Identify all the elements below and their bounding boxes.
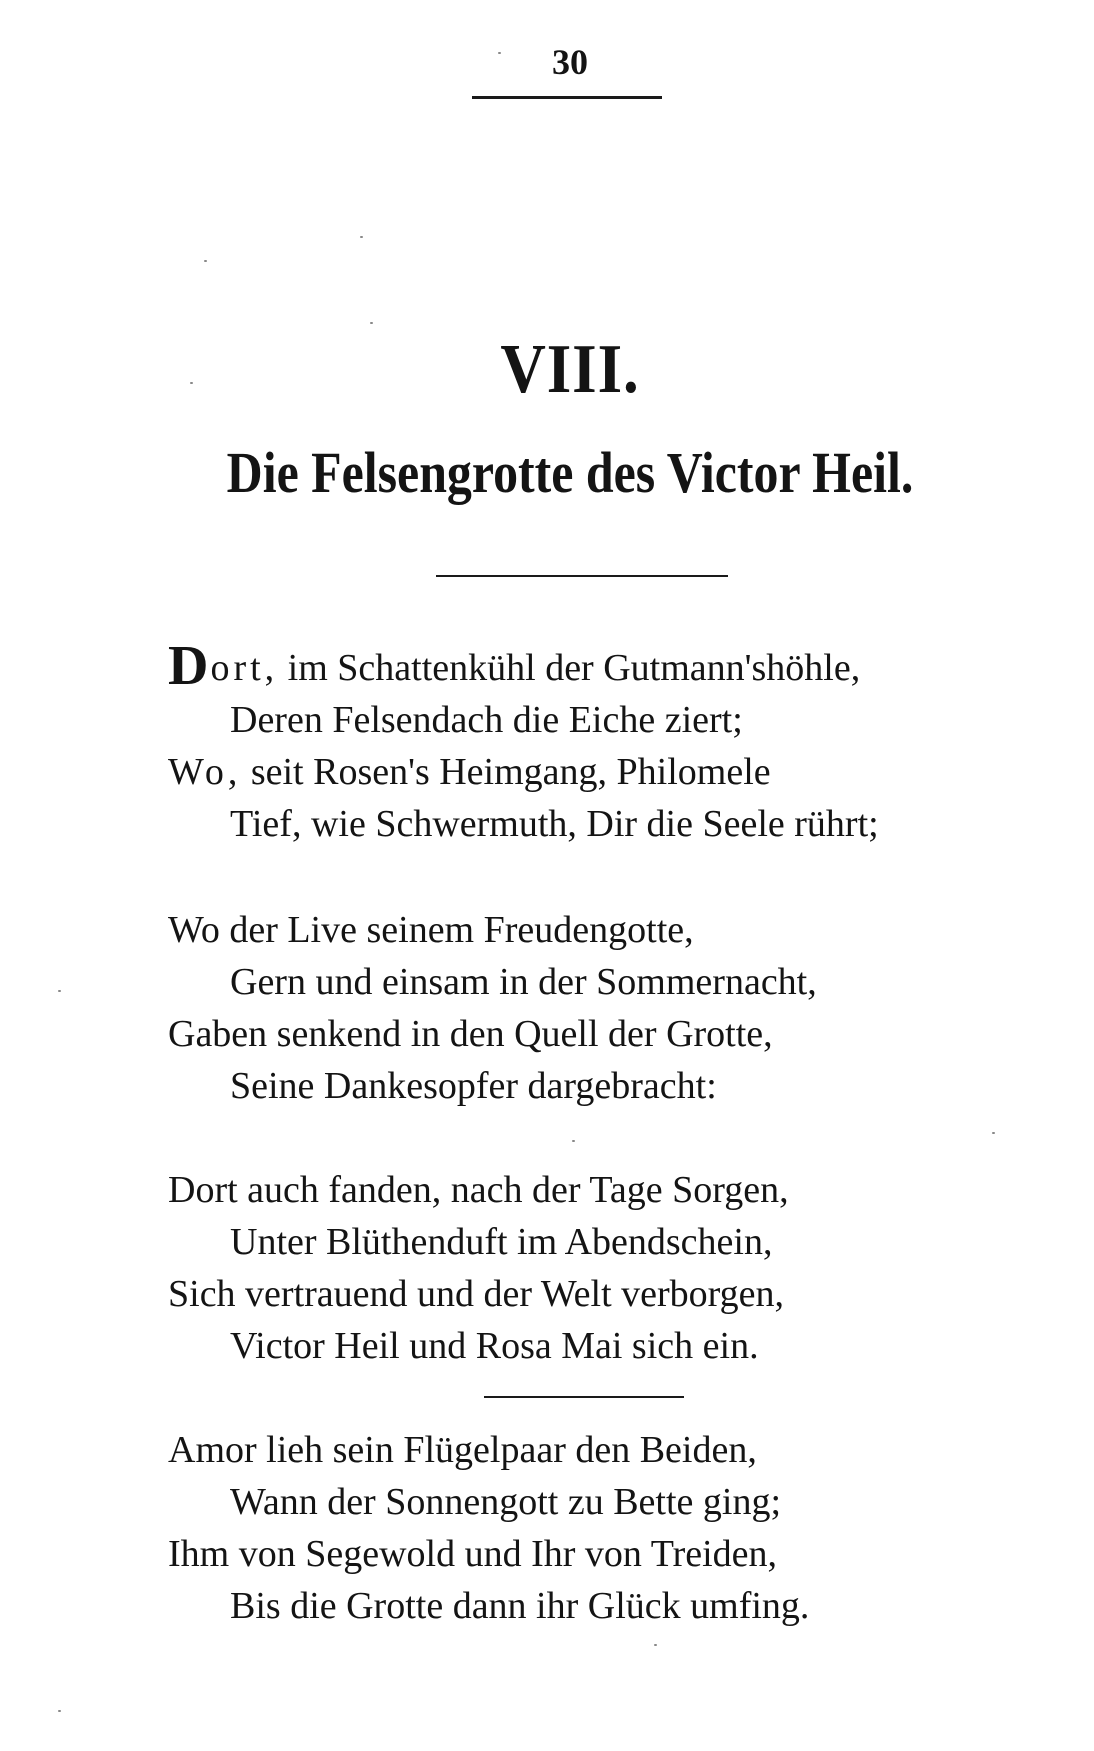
verse-line: Dort auch fanden, nach der Tage Sorgen, — [168, 1169, 789, 1211]
scan-speck — [992, 1132, 995, 1134]
stanza-4 — [168, 1424, 1028, 1632]
stanza-divider — [484, 1396, 684, 1398]
scan-speck — [204, 260, 207, 262]
scan-speck — [58, 1710, 61, 1712]
chapter-title: Die Felsengrotte des Victor Heil. — [226, 440, 914, 505]
verse-line: Wo der Live seinem Freudengotte, — [168, 909, 694, 951]
verse-spaced-word: ort, — [210, 647, 279, 689]
verse-line: Gern und einsam in der Sommernacht, — [230, 961, 817, 1003]
stanza-3 — [168, 1164, 1028, 1372]
verse-line: Gaben senkend in den Quell der Grotte, — [168, 1013, 773, 1055]
scan-speck — [360, 236, 363, 238]
page-number-rule — [472, 96, 662, 99]
verse-spaced-word: Wo, — [168, 751, 242, 793]
drop-cap: D — [168, 635, 209, 697]
verse-line: Ihm von Segewold und Ihr von Treiden, — [168, 1533, 778, 1575]
verse-line — [168, 635, 1028, 697]
verse-line: Victor Heil und Rosa Mai sich ein. — [230, 1325, 759, 1367]
scan-speck — [654, 1644, 657, 1646]
scan-speck — [190, 382, 193, 384]
scan-speck — [498, 52, 501, 54]
verse-text: seit Rosen's Heimgang, Philomele — [241, 751, 771, 793]
verse-line — [168, 746, 1028, 798]
verse-line: Amor lieh sein Flügelpaar den Beiden, — [168, 1429, 757, 1471]
stanza-2 — [168, 904, 1028, 1112]
page-number: 30 — [552, 42, 588, 82]
verse-line: Seine Dankesopfer dargebracht: — [230, 1065, 717, 1107]
verse-line: Wann der Sonnengott zu Bette ging; — [230, 1481, 781, 1523]
verse-line: Deren Felsendach die Eiche ziert; — [230, 699, 743, 741]
stanza-1 — [168, 635, 1028, 850]
verse-text: im Schattenkühl der Gutmann'shöhle, — [278, 647, 861, 689]
verse-line: Bis die Grotte dann ihr Glück umfing. — [230, 1585, 810, 1627]
verse-line: Sich vertrauend und der Welt verborgen, — [168, 1273, 785, 1315]
chapter-number: VIII. — [500, 331, 640, 408]
verse-line: Tief, wie Schwermuth, Dir die Seele rührt; — [230, 803, 879, 845]
verse-line: Unter Blüthenduft im Abendschein, — [230, 1221, 773, 1263]
scan-speck — [370, 322, 373, 324]
scan-speck — [572, 1140, 575, 1142]
scan-speck — [58, 990, 61, 992]
title-divider — [436, 575, 728, 577]
